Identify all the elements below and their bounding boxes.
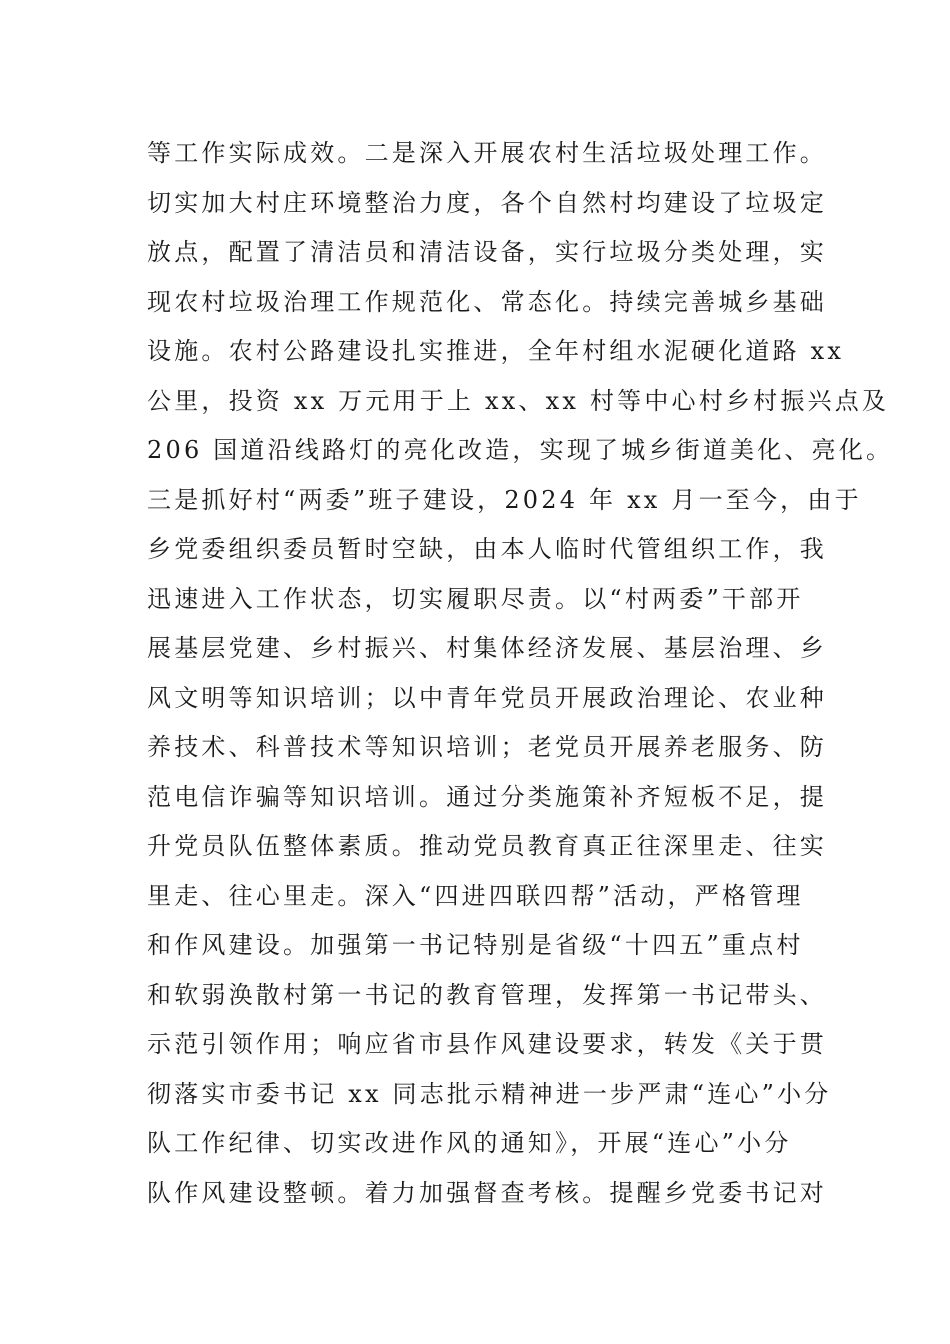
text-line: 范电信诈骗等知识培训。通过分类施策补齐短板不足，提 [147,782,827,811]
text-line: 三是抓好村“两委”班子建设，2024 年 xx 月一至今，由于 [147,485,862,514]
text-line: 切实加大村庄环境整治力度，各个自然村均建设了垃圾定 [147,188,827,217]
text-line: 公里，投资 xx 万元用于上 xx、xx 村等中心村乡村振兴点及 [147,386,890,415]
body-text [147,129,894,1218]
text-line: 队工作纪律、切实改进作风的通知》，开展“连心”小分 [147,1129,792,1157]
text-line: 等工作实际成效。二是深入开展农村生活垃圾处理工作。 [147,139,827,167]
text-line: 风文明等知识培训；以中青年党员开展政治理论、农业种 [147,683,827,712]
text-line: 展基层党建、乡村振兴、村集体经济发展、基层治理、乡 [147,634,827,662]
text-line: 迅速进入工作状态，切实履职尽责。以“村两委”干部开 [147,584,804,613]
text-line: 示范引领作用；响应省市县作风建设要求，转发《关于贯 [147,1030,827,1058]
text-line: 放点，配置了清洁员和清洁设备，实行垃圾分类处理，实 [147,238,827,266]
text-line: 升党员队伍整体素质。推动党员教育真正往深里走、往实 [147,832,827,860]
text-line: 现农村垃圾治理工作规范化、常态化。持续完善城乡基础 [147,287,827,316]
text-line: 彻落实市委书记 xx 同志批示精神进一步严肃“连心”小分 [147,1079,832,1108]
text-line: 设施。农村公路建设扎实推进，全年村组水泥硬化道路 xx [147,337,845,365]
text-line: 养技术、科普技术等知识培训；老党员开展养老服务、防 [147,733,827,761]
text-line: 乡党委组织委员暂时空缺，由本人临时代管组织工作，我 [147,535,827,563]
text-line: 队作风建设整顿。着力加强督查考核。提醒乡党委书记对 [147,1178,827,1207]
text-line: 206 国道沿线路灯的亮化改造，实现了城乡街道美化、亮化。 [147,436,894,464]
text-line: 和软弱涣散村第一书记的教育管理，发挥第一书记带头、 [147,980,827,1009]
text-line: 里走、往心里走。深入“四进四联四帮”活动，严格管理 [147,881,804,910]
text-line: 和作风建设。加强第一书记特别是省级“十四五”重点村 [147,931,804,959]
